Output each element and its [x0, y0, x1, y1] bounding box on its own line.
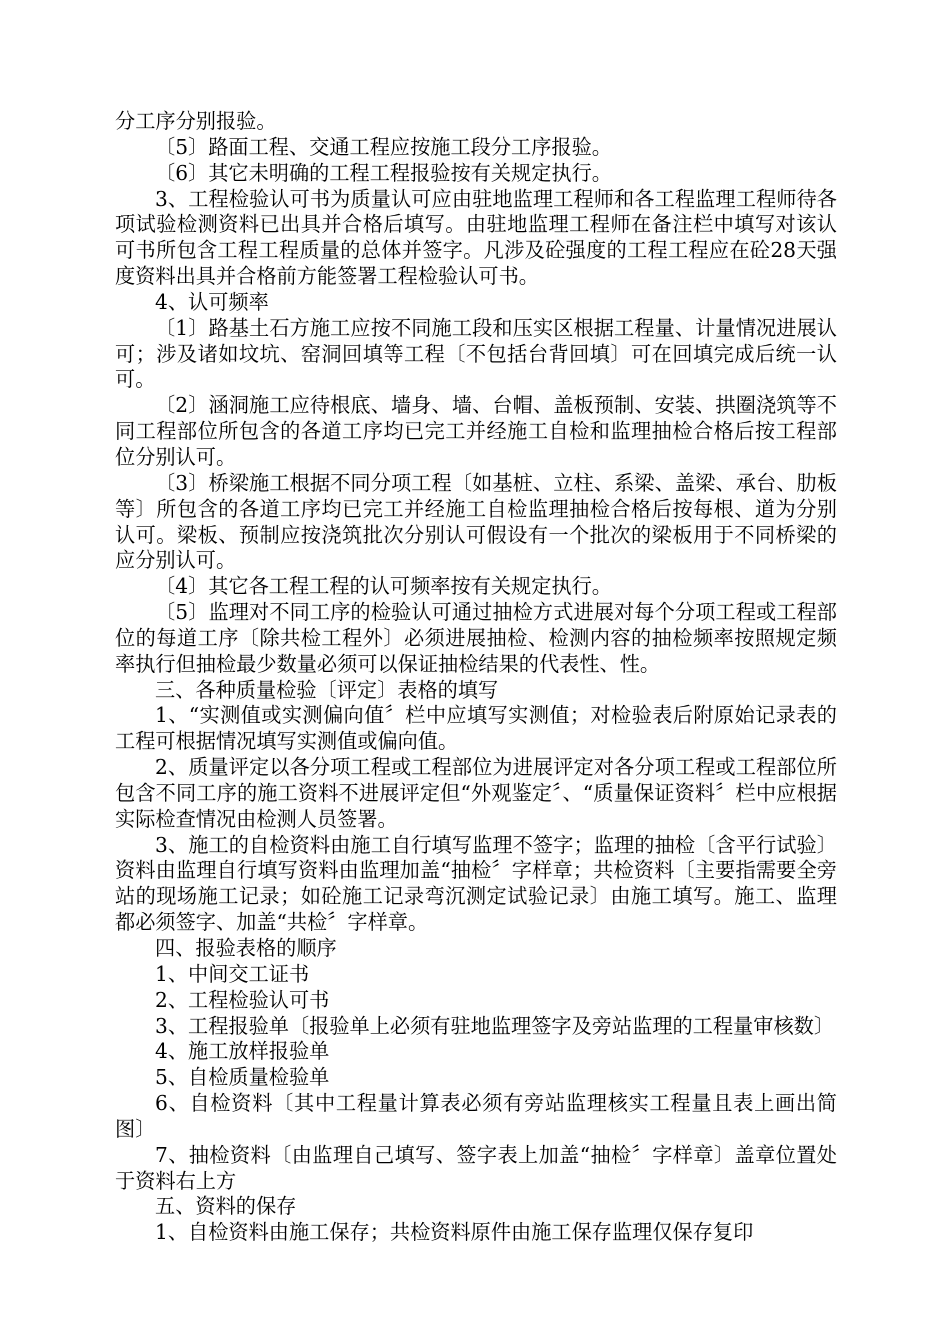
paragraph: 〔6〕其它未明确的工程工程报验按有关规定执行。: [155, 160, 612, 185]
paragraph: 〔2〕涵洞施工应待根底、墙身、墙、台帽、盖板预制、安装、拱圈浇筑等不同工程部位所包含的各道工序均已完工并经施工自检和监理抽检合格后按工程部位分别认可。: [115, 393, 837, 469]
section-heading: 五、资料的保存: [155, 1194, 297, 1219]
list-item: 2、工程检验认可书: [155, 987, 330, 1012]
paragraph: 〔4〕其它各工程工程的认可频率按有关规定执行。: [155, 574, 612, 599]
list-item: 5、自检质量检验单: [155, 1065, 330, 1090]
paragraph: 〔5〕路面工程、交通工程应按施工段分工序报验。: [155, 134, 612, 159]
list-item: 6、自检资料〔其中工程量计算表必须有旁站监理核实工程量且表上画出简图〕: [115, 1091, 837, 1141]
paragraph: 分工序分别报验。: [115, 109, 277, 133]
paragraph: 3、工程检验认可书为质量认可应由驻地监理工程师和各工程监理工程师待各项试验检测资料已出具并合格后填写。由驻地监理工程师在备注栏中填写对该认可书所包含工程工程质量的总体并签字。凡涉及砼强度的工程工程应在砼28天强度资料出具并合格前方能签署工程检验认可书。: [115, 186, 837, 289]
paragraph: 2、质量评定以各分项工程或工程部位为进展评定对各分项工程或工程部位所包含不同工序的施工资料不进展评定但“外观鉴定〞、“质量保证资料〞栏中应根据实际检查情况由检测人员签署。: [115, 755, 837, 831]
document-body: [115, 109, 837, 1246]
section-heading: 四、报验表格的顺序: [155, 936, 337, 960]
paragraph: 1、“实测值或实测偏向值〞栏中应填写实测值；对检验表后附原始记录表的工程可根据情况填写实测值或偏向值。: [115, 703, 837, 754]
section-heading: 4、认可频率: [155, 289, 269, 314]
list-item: 3、工程报验单〔报验单上必须有驻地监理签字及旁站监理的工程量审核数〕: [155, 1013, 835, 1038]
list-item: 1、中间交工证书: [155, 961, 310, 986]
paragraph: 3、施工的自检资料由施工自行填写监理不签字；监理的抽检〔含平行试验〕资料由监理自行填写资料由监理加盖“抽检〞字样章；共检资料〔主要指需要全旁站的现场施工记录；如砼施工记录弯沉测定试验记录〕由施工填写。施工、监理都必须签字、加盖“共检〞字样章。: [115, 832, 837, 935]
paragraph: 〔5〕监理对不同工序的检验认可通过抽检方式进展对每个分项工程或工程部位的每道工序〔除共检工程外〕必须进展抽检、检测内容的抽检频率按照规定频率执行但抽检最少数量必须可以保证抽检结果的代表性、性。: [115, 600, 837, 676]
section-heading: 三、各种质量检验〔评定〕表格的填写: [155, 677, 499, 702]
paragraph: 〔1〕路基土石方施工应按不同施工段和压实区根据工程量、计量情况进展认可；涉及诸如坟坑、窑洞回填等工程〔不包括台背回填〕可在回填完成后统一认可。: [115, 315, 837, 392]
paragraph: 〔3〕桥梁施工根据不同分项工程〔如基桩、立柱、系梁、盖梁、承台、肋板等〕所包含的各道工序均已完工并经施工自检监理抽检合格后按每根、道为分别认可。梁板、预制应按浇筑批次分别认可假设有一个批次的梁板用于不同桥梁的应分别认可。: [115, 470, 837, 573]
list-item: 7、抽检资料〔由监理自己填写、签字表上加盖“抽检〞字样章〕盖章位置处于资料右上方: [115, 1142, 837, 1193]
paragraph: 1、自检资料由施工保存；共检资料原件由施工保存监理仅保存复印: [155, 1220, 754, 1245]
list-item: 4、施工放样报验单: [155, 1039, 330, 1064]
